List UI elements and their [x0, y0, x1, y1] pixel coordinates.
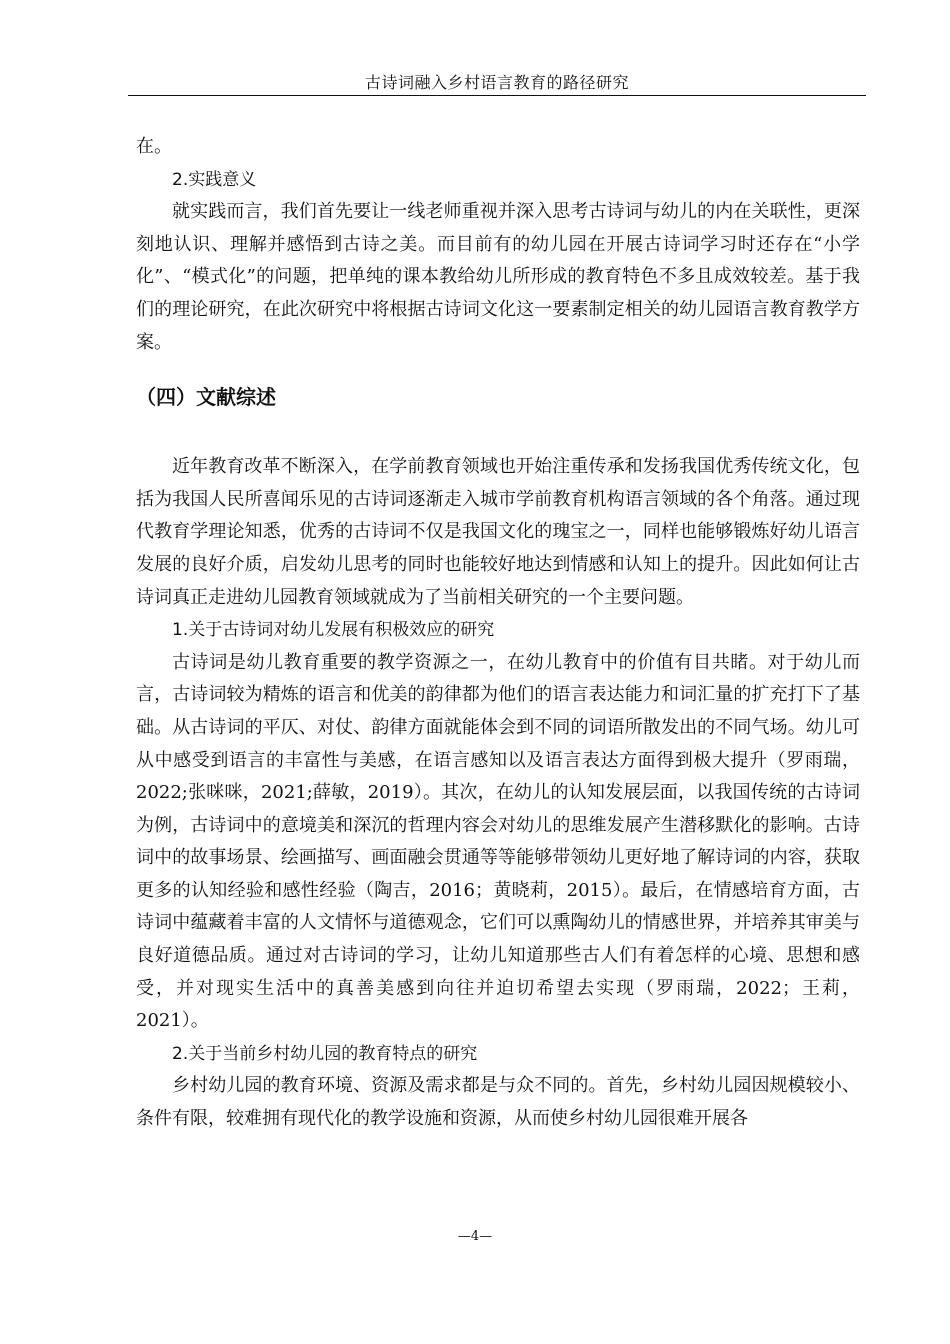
- body-text: [136, 131, 860, 1136]
- subsection-2-heading: 2.关于当前乡村幼儿园的教育特点的研究: [172, 1043, 478, 1064]
- continued-text: 在。: [136, 136, 172, 157]
- practice-paragraph: 就实践而言，我们首先要让一线老师重视并深入思考古诗词与幼儿的内在关联性，更深刻地认识、理解并感悟到古诗之美。而目前有的幼儿园在开展古诗词学习时还存在“小学化”、“模式化”的问题，把单纯的课本教给幼儿所形成的教育特色不多且成效较差。基于我们的理论研究，在此次研究中将根据古诗词文化这一要素制定相关的幼儿园语言教育教学方案。: [136, 201, 860, 353]
- section-heading: （四）文献综述: [136, 385, 276, 410]
- header-divider: [128, 95, 866, 96]
- subsection-2-paragraph: 乡村幼儿园的教育环境、资源及需求都是与众不同的。首先，乡村幼儿园因规模较小、条件有限，较难拥有现代化的教学设施和资源，从而使乡村幼儿园很难开展各: [136, 1075, 860, 1130]
- subsection-1-heading: 1.关于古诗词对幼儿发展有积极效应的研究: [172, 620, 495, 641]
- subsection-1-paragraph: 古诗词是幼儿教育重要的教学资源之一，在幼儿教育中的价值有目共睹。对于幼儿而言，古诗词较为精炼的语言和优美的韵律都为他们的语言表达能力和词汇量的扩充打下了基础。从古诗词的平仄、对仗、韵律方面就能体会到不同的词语所散发出的不同气场。幼儿可从中感受到语言的丰富性与美感，在语言感知以及语言表达方面得到极大提升（罗雨瑞，2022;张咪咪，2021;薛敏，2019）。其次，在幼儿的认知发展层面，以我国传统的古诗词为例，古诗词中的意境美和深沉的哲理内容会对幼儿的思维发展产生潜移默化的影响。古诗词中的故事场景、绘画描写、画面融会贯通等等能够带领幼儿更好地了解诗词的内容，获取更多的认知经验和感性经验（陶吉，2016；黄晓莉，2015）。最后，在情感培育方面，古诗词中蕴藏着丰富的人文情怀与道德观念，它们可以熏陶幼儿的情感世界，并培养其审美与良好道德品质。通过对古诗词的学习，让幼儿知道那些古人们有着怎样的心境、思想和感受，并对现实生活中的真善美感到向往并迫切希望去实现（罗雨瑞，2022；王莉，2021）。: [136, 651, 860, 1032]
- practice-heading: 2.实践意义: [172, 169, 257, 190]
- running-header: 古诗词融入乡村语言教育的路径研究: [364, 73, 629, 92]
- page-number: —4—: [457, 1229, 493, 1244]
- intro-paragraph: 近年教育改革不断深入，在学前教育领域也开始注重传承和发扬我国优秀传统文化，包括为我国人民所喜闻乐见的古诗词逐渐走入城市学前教育机构语言领域的各个角落。通过现代教育学理论知悉，优秀的古诗词不仅是我国文化的瑰宝之一，同样也能够锻炼好幼儿语言发展的良好介质，启发幼儿思考的同时也能较好地达到情感和认知上的提升。因此如何让古诗词真正走进幼儿园教育领域就成为了当前相关研究的一个主要问题。: [136, 456, 860, 608]
